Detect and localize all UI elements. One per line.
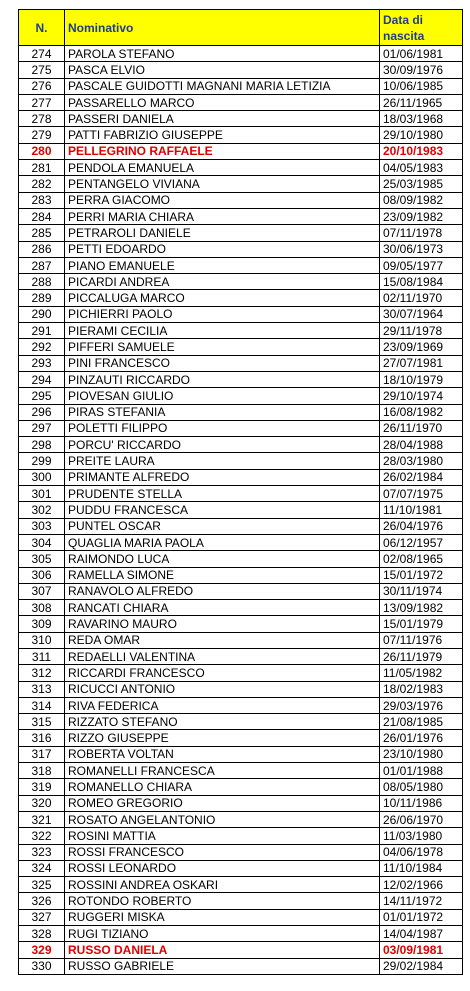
row-birth-date: 11/03/1980 [380, 828, 463, 844]
table-row [19, 893, 463, 909]
header-row [19, 10, 463, 46]
row-name: PREITE LAURA [65, 453, 380, 469]
table-row [19, 46, 463, 62]
row-number: 278 [19, 111, 65, 127]
table-row [19, 518, 463, 534]
row-number: 299 [19, 453, 65, 469]
row-number: 293 [19, 355, 65, 371]
row-number: 275 [19, 62, 65, 78]
row-name: PENDOLA EMANUELA [65, 160, 380, 176]
row-name: RICUCCI ANTONIO [65, 681, 380, 697]
row-name: PASSARELLO MARCO [65, 94, 380, 110]
row-birth-date: 12/02/1966 [380, 877, 463, 893]
table-row [19, 323, 463, 339]
table-row [19, 811, 463, 827]
table-row [19, 616, 463, 632]
row-birth-date: 23/10/1980 [380, 746, 463, 762]
row-name: RUSSO DANIELA [65, 942, 380, 958]
row-birth-date: 06/12/1957 [380, 534, 463, 550]
row-name: ROMANELLO CHIARA [65, 779, 380, 795]
row-birth-date: 28/03/1980 [380, 453, 463, 469]
row-name: RICCARDI FRANCESCO [65, 665, 380, 681]
table-row [19, 746, 463, 762]
row-number: 321 [19, 811, 65, 827]
table-row [19, 714, 463, 730]
row-birth-date: 07/07/1975 [380, 486, 463, 502]
row-name: PETTI EDOARDO [65, 241, 380, 257]
row-number: 323 [19, 844, 65, 860]
table-body [19, 46, 463, 975]
row-name: PASCALE GUIDOTTI MAGNANI MARIA LETIZIA [65, 78, 380, 94]
row-name: RAIMONDO LUCA [65, 551, 380, 567]
row-name: PATTI FABRIZIO GIUSEPPE [65, 127, 380, 143]
row-name: ROTONDO ROBERTO [65, 893, 380, 909]
row-birth-date: 08/05/1980 [380, 779, 463, 795]
row-birth-date: 18/02/1983 [380, 681, 463, 697]
table-row [19, 62, 463, 78]
table-row [19, 355, 463, 371]
row-name: PICCALUGA MARCO [65, 290, 380, 306]
table-row [19, 437, 463, 453]
row-number: 311 [19, 648, 65, 664]
row-name: PELLEGRINO RAFFAELE [65, 143, 380, 159]
table-row [19, 192, 463, 208]
row-birth-date: 18/03/1968 [380, 111, 463, 127]
table-row [19, 877, 463, 893]
table-row [19, 567, 463, 583]
row-birth-date: 16/08/1982 [380, 404, 463, 420]
row-number: 298 [19, 437, 65, 453]
table-row [19, 632, 463, 648]
row-name: PICARDI ANDREA [65, 274, 380, 290]
row-birth-date: 09/05/1977 [380, 257, 463, 273]
row-number: 318 [19, 763, 65, 779]
table-row [19, 371, 463, 387]
row-number: 326 [19, 893, 65, 909]
row-name: QUAGLIA MARIA PAOLA [65, 534, 380, 550]
table-row [19, 111, 463, 127]
row-name: PAROLA STEFANO [65, 46, 380, 62]
table-row [19, 697, 463, 713]
row-number: 297 [19, 420, 65, 436]
row-number: 305 [19, 551, 65, 567]
table-row [19, 388, 463, 404]
row-birth-date: 11/05/1982 [380, 665, 463, 681]
table-row [19, 94, 463, 110]
table-row [19, 274, 463, 290]
row-birth-date: 26/04/1976 [380, 518, 463, 534]
row-name: ROMANELLI FRANCESCA [65, 763, 380, 779]
row-birth-date: 07/11/1978 [380, 225, 463, 241]
row-birth-date: 26/01/1976 [380, 730, 463, 746]
row-name: ROSINI MATTIA [65, 828, 380, 844]
row-name: PERRI MARIA CHIARA [65, 208, 380, 224]
row-birth-date: 02/11/1970 [380, 290, 463, 306]
table-row [19, 241, 463, 257]
row-birth-date: 03/09/1981 [380, 942, 463, 958]
row-number: 306 [19, 567, 65, 583]
table-row [19, 828, 463, 844]
row-birth-date: 14/04/1987 [380, 926, 463, 942]
row-number: 320 [19, 795, 65, 811]
row-birth-date: 15/01/1972 [380, 567, 463, 583]
row-birth-date: 11/10/1981 [380, 502, 463, 518]
row-name: ROBERTA VOLTAN [65, 746, 380, 762]
row-number: 314 [19, 697, 65, 713]
row-number: 291 [19, 323, 65, 339]
row-name: RUSSO GABRIELE [65, 958, 380, 974]
row-name: PIFFERI SAMUELE [65, 339, 380, 355]
row-birth-date: 26/02/1984 [380, 469, 463, 485]
row-number: 319 [19, 779, 65, 795]
row-number: 316 [19, 730, 65, 746]
row-name: RANAVOLO ALFREDO [65, 583, 380, 599]
row-birth-date: 01/01/1988 [380, 763, 463, 779]
table-header [19, 10, 463, 46]
table-row [19, 909, 463, 925]
row-name: PRUDENTE STELLA [65, 486, 380, 502]
row-number: 277 [19, 94, 65, 110]
row-name: ROMEO GREGORIO [65, 795, 380, 811]
row-number: 301 [19, 486, 65, 502]
row-birth-date: 10/11/1986 [380, 795, 463, 811]
table-row [19, 926, 463, 942]
table-row [19, 78, 463, 94]
row-name: PINZAUTI RICCARDO [65, 371, 380, 387]
row-birth-date: 30/11/1974 [380, 583, 463, 599]
column-header-name: Nominativo [65, 10, 380, 46]
row-name: ROSSI FRANCESCO [65, 844, 380, 860]
row-number: 289 [19, 290, 65, 306]
row-number: 310 [19, 632, 65, 648]
row-name: PORCU' RICCARDO [65, 437, 380, 453]
row-name: PENTANGELO VIVIANA [65, 176, 380, 192]
table-row [19, 730, 463, 746]
row-name: PRIMANTE ALFREDO [65, 469, 380, 485]
row-number: 308 [19, 600, 65, 616]
row-number: 294 [19, 371, 65, 387]
table-row [19, 453, 463, 469]
row-birth-date: 30/07/1964 [380, 306, 463, 322]
table-row [19, 502, 463, 518]
row-number: 324 [19, 860, 65, 876]
row-number: 283 [19, 192, 65, 208]
row-name: PIANO EMANUELE [65, 257, 380, 273]
row-birth-date: 23/09/1969 [380, 339, 463, 355]
row-name: RAVARINO MAURO [65, 616, 380, 632]
row-number: 327 [19, 909, 65, 925]
table-row [19, 404, 463, 420]
row-number: 284 [19, 208, 65, 224]
row-number: 315 [19, 714, 65, 730]
row-number: 288 [19, 274, 65, 290]
table-row [19, 257, 463, 273]
row-number: 325 [19, 877, 65, 893]
row-birth-date: 20/10/1983 [380, 143, 463, 159]
row-birth-date: 26/11/1970 [380, 420, 463, 436]
row-birth-date: 29/11/1978 [380, 323, 463, 339]
row-name: REDA OMAR [65, 632, 380, 648]
table-row-highlighted [19, 143, 463, 159]
row-birth-date: 28/04/1988 [380, 437, 463, 453]
row-number: 304 [19, 534, 65, 550]
column-header-birth-date: Data di nascita [380, 10, 463, 46]
row-number: 296 [19, 404, 65, 420]
table-row [19, 844, 463, 860]
table-row [19, 290, 463, 306]
table-row [19, 160, 463, 176]
row-number: 280 [19, 143, 65, 159]
row-name: PASCA ELVIO [65, 62, 380, 78]
row-number: 281 [19, 160, 65, 176]
row-birth-date: 23/09/1982 [380, 208, 463, 224]
table-row [19, 208, 463, 224]
table-row [19, 763, 463, 779]
row-number: 295 [19, 388, 65, 404]
row-number: 285 [19, 225, 65, 241]
row-birth-date: 07/11/1976 [380, 632, 463, 648]
table-row [19, 583, 463, 599]
row-number: 303 [19, 518, 65, 534]
row-number: 307 [19, 583, 65, 599]
row-name: REDAELLI VALENTINA [65, 648, 380, 664]
row-birth-date: 01/01/1972 [380, 909, 463, 925]
row-birth-date: 29/10/1980 [380, 127, 463, 143]
row-birth-date: 29/03/1976 [380, 697, 463, 713]
row-birth-date: 30/09/1976 [380, 62, 463, 78]
row-birth-date: 13/09/1982 [380, 600, 463, 616]
row-name: PUNTEL OSCAR [65, 518, 380, 534]
column-header-number: N. [19, 10, 65, 46]
table-row [19, 600, 463, 616]
row-number: 282 [19, 176, 65, 192]
row-birth-date: 04/06/1978 [380, 844, 463, 860]
row-name: PIERAMI CECILIA [65, 323, 380, 339]
row-number: 329 [19, 942, 65, 958]
row-name: PIOVESAN GIULIO [65, 388, 380, 404]
row-number: 279 [19, 127, 65, 143]
row-number: 313 [19, 681, 65, 697]
row-birth-date: 26/11/1979 [380, 648, 463, 664]
row-birth-date: 11/10/1984 [380, 860, 463, 876]
row-birth-date: 27/07/1981 [380, 355, 463, 371]
table-row [19, 486, 463, 502]
row-number: 317 [19, 746, 65, 762]
row-name: PETRAROLI DANIELE [65, 225, 380, 241]
row-name: RUGI TIZIANO [65, 926, 380, 942]
row-number: 276 [19, 78, 65, 94]
table-row [19, 681, 463, 697]
table-row [19, 420, 463, 436]
row-birth-date: 10/06/1985 [380, 78, 463, 94]
row-name: PASSERI DANIELA [65, 111, 380, 127]
row-number: 287 [19, 257, 65, 273]
row-name: PINI FRANCESCO [65, 355, 380, 371]
row-birth-date: 15/01/1979 [380, 616, 463, 632]
row-birth-date: 26/11/1965 [380, 94, 463, 110]
row-name: POLETTI FILIPPO [65, 420, 380, 436]
row-name: ROSATO ANGELANTONIO [65, 811, 380, 827]
row-number: 312 [19, 665, 65, 681]
table-row [19, 306, 463, 322]
row-birth-date: 02/08/1965 [380, 551, 463, 567]
row-number: 328 [19, 926, 65, 942]
row-name: RIZZO GIUSEPPE [65, 730, 380, 746]
row-number: 322 [19, 828, 65, 844]
table-row [19, 127, 463, 143]
row-name: RUGGERI MISKA [65, 909, 380, 925]
table-row [19, 534, 463, 550]
row-birth-date: 18/10/1979 [380, 371, 463, 387]
table-row [19, 665, 463, 681]
row-name: PICHIERRI PAOLO [65, 306, 380, 322]
row-birth-date: 08/09/1982 [380, 192, 463, 208]
row-name: PUDDU FRANCESCA [65, 502, 380, 518]
row-name: PIRAS STEFANIA [65, 404, 380, 420]
table-row [19, 339, 463, 355]
table-row [19, 225, 463, 241]
row-name: ROSSI LEONARDO [65, 860, 380, 876]
row-birth-date: 21/08/1985 [380, 714, 463, 730]
row-number: 290 [19, 306, 65, 322]
table-row [19, 176, 463, 192]
table-row [19, 795, 463, 811]
row-name: RAMELLA SIMONE [65, 567, 380, 583]
row-birth-date: 14/11/1972 [380, 893, 463, 909]
row-birth-date: 25/03/1985 [380, 176, 463, 192]
row-name: RIZZATO STEFANO [65, 714, 380, 730]
row-number: 274 [19, 46, 65, 62]
row-birth-date: 15/08/1984 [380, 274, 463, 290]
row-birth-date: 26/06/1970 [380, 811, 463, 827]
row-birth-date: 29/02/1984 [380, 958, 463, 974]
table-row [19, 860, 463, 876]
row-birth-date: 01/06/1981 [380, 46, 463, 62]
table-row [19, 648, 463, 664]
row-number: 330 [19, 958, 65, 974]
row-name: ROSSINI ANDREA OSKARI [65, 877, 380, 893]
table-row-highlighted [19, 942, 463, 958]
row-name: PERRA GIACOMO [65, 192, 380, 208]
row-number: 309 [19, 616, 65, 632]
row-number: 302 [19, 502, 65, 518]
row-number: 300 [19, 469, 65, 485]
row-number: 286 [19, 241, 65, 257]
table-row [19, 551, 463, 567]
table-row [19, 779, 463, 795]
candidates-table [18, 9, 463, 975]
row-name: RANCATI CHIARA [65, 600, 380, 616]
row-number: 292 [19, 339, 65, 355]
row-birth-date: 04/05/1983 [380, 160, 463, 176]
table-row [19, 958, 463, 974]
row-birth-date: 30/06/1973 [380, 241, 463, 257]
table-row [19, 469, 463, 485]
row-name: RIVA FEDERICA [65, 697, 380, 713]
row-birth-date: 29/10/1974 [380, 388, 463, 404]
